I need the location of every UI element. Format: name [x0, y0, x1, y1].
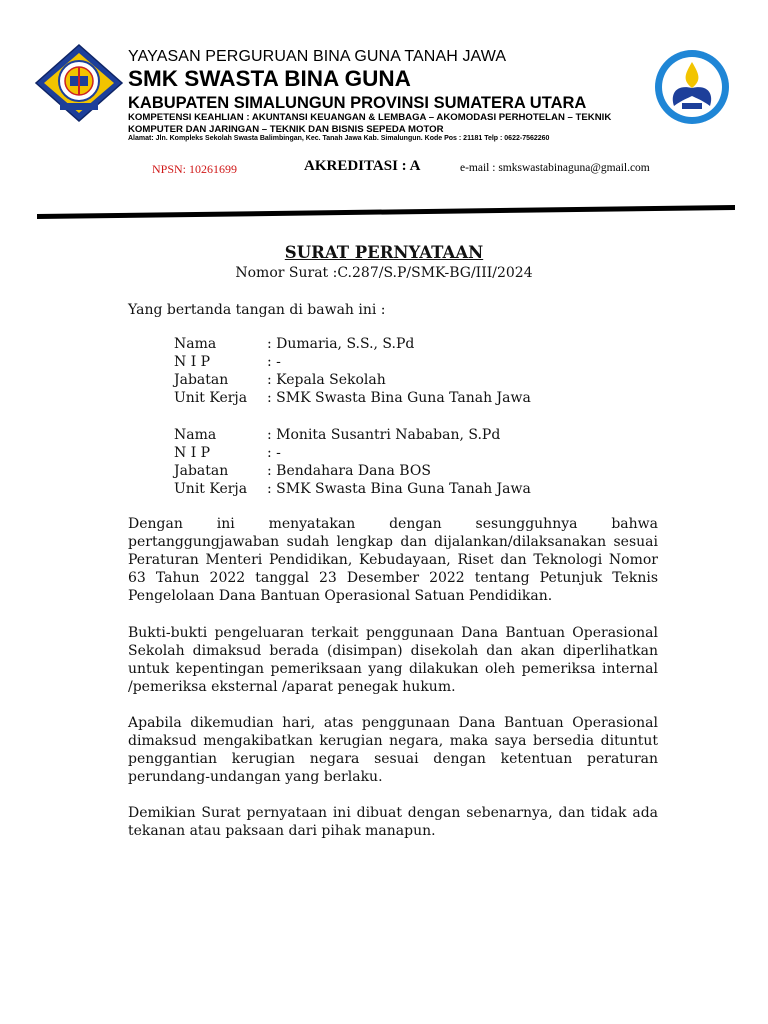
statement-paragraph: Dengan ini menyatakan dengan sesungguhnya bahwa pertanggungjawaban sudah lengkap dan dijalankan/dilaksanakan sesuai Peraturan Menteri Pendidikan, Kebudayaan, Riset dan Teknologi Nomor 63 Tahun 2022 tanggal 23 Desember 2022 tentang Petunjuk Teknis Pengelolaan Dana Bantuan Operasional Satuan Pendidikan. — [128, 516, 658, 604]
foundation-name: YAYASAN PERGURUAN BINA GUNA TANAH JAWA — [128, 48, 507, 65]
field-label: Unit Kerja — [174, 481, 248, 497]
school-name: SMK SWASTA BINA GUNA — [128, 66, 411, 91]
field-value: : Monita Susantri Nababan, S.Pd — [267, 427, 501, 443]
accreditation: AKREDITASI : A — [304, 158, 421, 174]
npsn: NPSN: 10261699 — [152, 162, 238, 176]
field-value: : - — [267, 354, 281, 370]
evidence-paragraph: Bukti-bukti pengeluaran terkait penggunaan Dana Bantuan Operasional Sekolah dimaksud berada (disimpan) disekolah dan akan diperlihatkan untuk kepentingan pemeriksaan yang dilakukan oleh pemeriksa internal /pemeriksa eksternal /aparat penegak hukum. — [128, 625, 658, 695]
field-label: Jabatan — [174, 372, 229, 388]
field-label: Jabatan — [174, 463, 229, 479]
field-label: Nama — [174, 336, 217, 352]
field-value: : - — [267, 445, 281, 461]
letter-title: SURAT PERNYATAAN — [284, 243, 484, 262]
field-label: Unit Kerja — [174, 390, 248, 406]
letter-number: Nomor Surat :C.287/S.P/SMK-BG/III/2024 — [235, 265, 533, 281]
field-label: Nama — [174, 427, 217, 443]
field-label: N I P — [174, 445, 211, 461]
field-value: : SMK Swasta Bina Guna Tanah Jawa — [267, 390, 531, 406]
field-value: : Kepala Sekolah — [267, 372, 386, 388]
closing-paragraph: Demikian Surat pernyataan ini dibuat dengan sebenarnya, dan tidak ada tekanan atau paksaan dari pihak manapun. — [128, 805, 658, 839]
email: e-mail : smkswastabinaguna@gmail.com — [460, 162, 650, 174]
school-region: KABUPATEN SIMALUNGUN PROVINSI SUMATERA UTARA — [128, 94, 587, 112]
field-value: : Dumaria, S.S., S.Pd — [267, 336, 415, 352]
field-value: : Bendahara Dana BOS — [267, 463, 431, 479]
letterhead-divider — [37, 202, 737, 220]
liability-paragraph: Apabila dikemudian hari, atas penggunaan Dana Bantuan Operasional dimaksud mengakibatkan kerugian negara, maka saya bersedia dituntut penggantian kerugian negara sesuai dengan ketentuan peraturan perundang-undangan yang berlaku. — [128, 715, 658, 785]
competencies: KOMPETENSI KEAHLIAN : AKUNTANSI KEUANGAN & LEMBAGA – AKOMODASI PERHOTELAN – TEKNIK KOMPUTER DAN JARINGAN – TEKNIK DAN BISNIS SEPEDA MOTOR — [128, 112, 612, 135]
field-value: : SMK Swasta Bina Guna Tanah Jawa — [267, 481, 531, 497]
intro-text: Yang bertanda tangan di bawah ini : — [128, 302, 386, 318]
tut-wuri-handayani-icon — [652, 48, 732, 126]
school-emblem-icon — [34, 43, 124, 123]
field-label: N I P — [174, 354, 211, 370]
address: Alamat: Jln. Kompleks Sekolah Swasta Balimbingan, Kec. Tanah Jawa Kab. Simalungun. Kode Pos : 21181 Telp : 0622-7562260 — [128, 135, 550, 142]
